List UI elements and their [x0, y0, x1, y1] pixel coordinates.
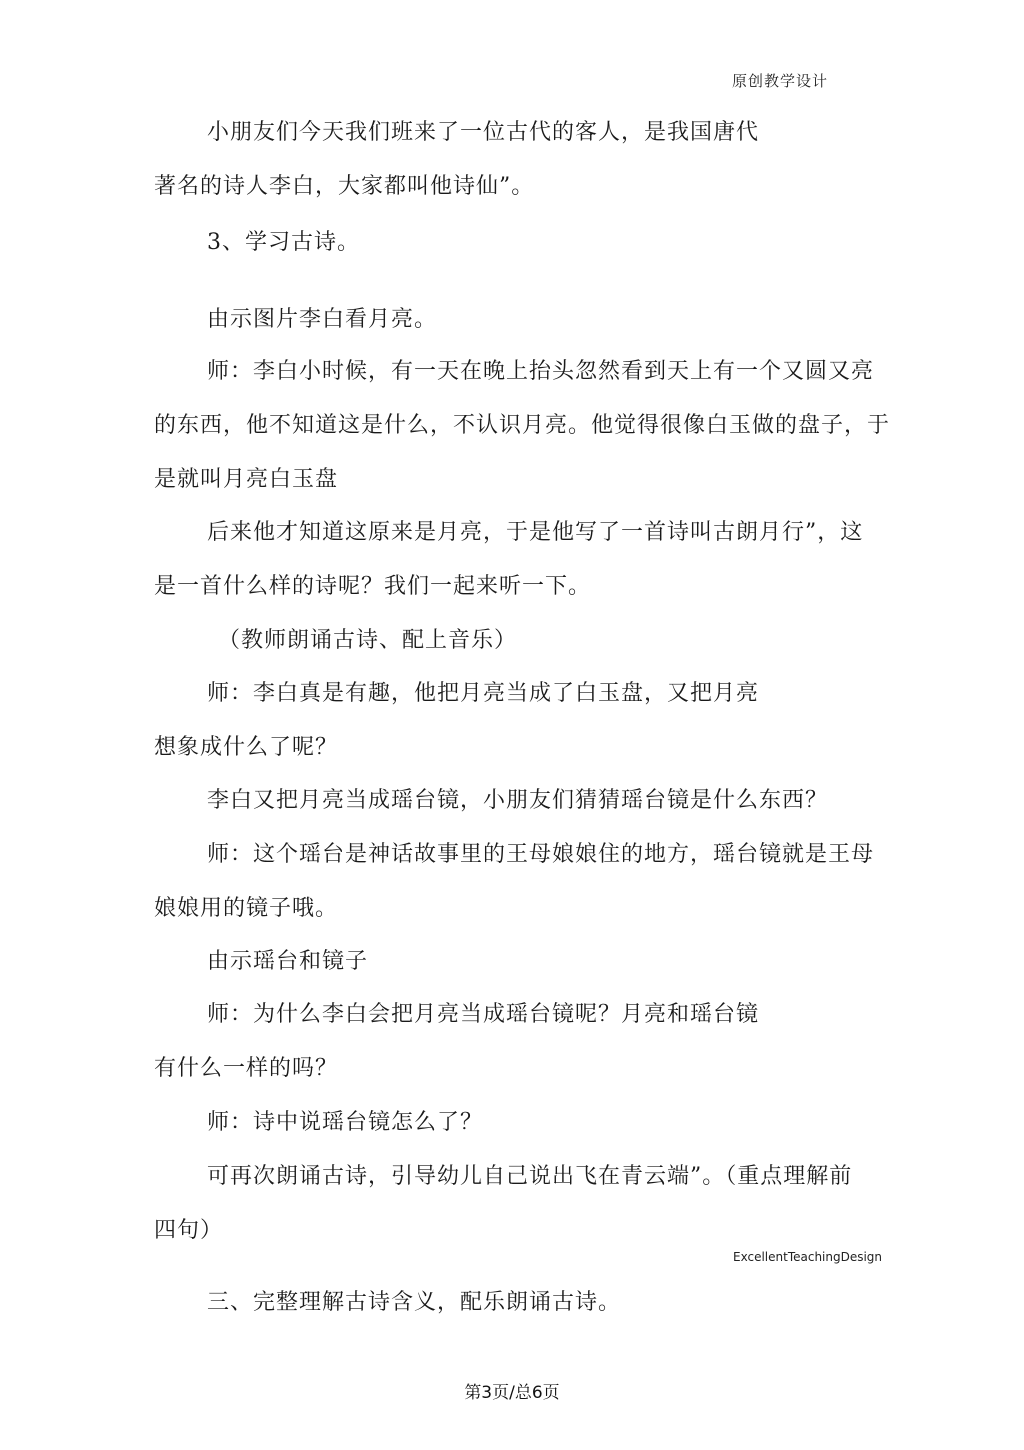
paragraph-line: 可再次朗诵古诗，引导幼儿自己说出飞在青云端”。（重点理解前 — [207, 1164, 853, 1189]
paragraph-line: 四句） — [154, 1218, 224, 1243]
paragraph-line: 娘娘用的镜子哦。 — [154, 896, 339, 921]
paragraph-line: 有什么一样的吗？ — [154, 1056, 339, 1081]
paragraph-line: 师：李白真是有趣，他把月亮当成了白玉盘，又把月亮 — [207, 681, 760, 706]
footer-brand: ExcellentTeachingDesign — [733, 1250, 883, 1264]
paragraph-line: （教师朗诵古诗、配上音乐） — [218, 628, 518, 653]
paragraph-line: 是一首什么样的诗呢？我们一起来听一下。 — [154, 574, 592, 599]
paragraph-line: 是就叫月亮白玉盘 — [154, 467, 339, 492]
paragraph-line: 的东西，他不知道这是什么，不认识月亮。他觉得很像白玉做的盘子，于 — [154, 413, 891, 438]
section-heading: 3、学习古诗。 — [207, 230, 360, 255]
section-heading: 三、完整理解古诗含义，配乐朗诵古诗。 — [207, 1290, 622, 1315]
paragraph-line: 著名的诗人李白，大家都叫他诗仙”。 — [154, 174, 535, 199]
paragraph-line: 想象成什么了呢？ — [154, 735, 339, 760]
paragraph-line: 师：诗中说瑶台镜怎么了？ — [207, 1110, 484, 1135]
paragraph-line: 师：为什么李白会把月亮当成瑶台镜呢？月亮和瑶台镜 — [207, 1002, 760, 1027]
paragraph-line: 由示瑶台和镜子 — [207, 949, 369, 974]
paragraph-line: 后来他才知道这原来是月亮，于是他写了一首诗叫古朗月行”，这 — [207, 520, 864, 545]
paragraph-line: 师：这个瑶台是神话故事里的王母娘娘住的地方，瑶台镜就是王母 — [207, 842, 875, 867]
header-title: 原创教学设计 — [732, 72, 829, 90]
paragraph-line: 师：李白小时候，有一天在晚上抬头忽然看到天上有一个又圆又亮 — [207, 359, 875, 384]
paragraph-line: 李白又把月亮当成瑶台镜，小朋友们猜猜瑶台镜是什么东西？ — [207, 788, 829, 813]
page-number: 第3页/总6页 — [464, 1383, 560, 1403]
paragraph-line: 小朋友们今天我们班来了一位古代的客人，是我国唐代 — [207, 120, 760, 145]
paragraph-line: 由示图片李白看月亮。 — [207, 307, 438, 332]
